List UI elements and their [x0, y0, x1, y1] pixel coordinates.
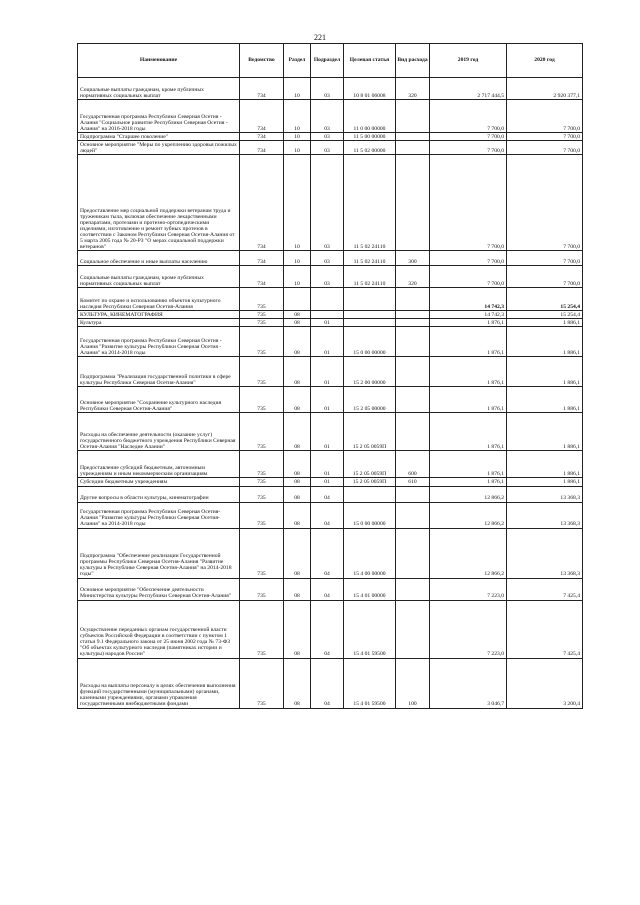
row-name: Государственная программа Республики Северная Осетия-Алания "Развитие культуры Республики Северная Осетия-Алания" на 2014-2018 годы	[78, 502, 240, 528]
row-amount-2019: 12 866,2	[430, 486, 507, 502]
row-expense-type	[396, 502, 430, 528]
row-section: 10	[284, 133, 311, 141]
row-subsection: 04	[311, 502, 344, 528]
row-amount-2020: 2 920 377,1	[507, 78, 583, 100]
row-target-item: 15 2 05 0059П	[344, 413, 396, 451]
row-name: Социальные выплаты гражданам, кроме публичных нормативных социальных выплат	[78, 78, 240, 100]
row-department: 734	[240, 251, 284, 266]
row-name: Другие вопросы в области культуры, кинематографии	[78, 486, 240, 502]
row-target-item: 15 2 05 0059П	[344, 451, 396, 478]
header-expense-type: Вид расхода	[396, 44, 430, 78]
row-target-item: 15 2 00 00000	[344, 357, 396, 387]
row-department: 735	[240, 387, 284, 413]
row-section: 08	[284, 387, 311, 413]
row-subsection: 03	[311, 141, 344, 155]
row-expense-type	[396, 486, 430, 502]
table-row	[78, 578, 583, 600]
row-subsection: 03	[311, 251, 344, 266]
row-section: 08	[284, 502, 311, 528]
row-name: Предоставление субсидий бюджетным, автономным учреждениям и иным некоммерческим организациям	[78, 451, 240, 478]
row-name: Расходы на выплаты персоналу в целях обеспечения выполнения функций государственными (муниципальными) органами, казенными учреждениями, органами управления государственными внебюджетными фондами	[78, 658, 240, 708]
row-target-item: 11 5 02 00000	[344, 141, 396, 155]
row-expense-type	[396, 155, 430, 251]
row-amount-2019: 7 700,0	[430, 266, 507, 288]
row-section: 10	[284, 78, 311, 100]
row-department: 735	[240, 327, 284, 357]
row-name: Социальное обеспечение и иные выплаты населению	[78, 251, 240, 266]
row-amount-2020: 7 700,0	[507, 100, 583, 133]
row-expense-type	[396, 141, 430, 155]
row-subsection: 03	[311, 78, 344, 100]
row-section: 08	[284, 528, 311, 578]
row-amount-2019: 7 700,0	[430, 155, 507, 251]
row-amount-2019: 14 742,3	[430, 288, 507, 311]
table-row	[78, 357, 583, 387]
table-row	[78, 251, 583, 266]
table-row	[78, 100, 583, 133]
row-subsection: 01	[311, 327, 344, 357]
row-amount-2019: 1 876,1	[430, 319, 507, 327]
row-subsection: 03	[311, 133, 344, 141]
table-row	[78, 451, 583, 478]
row-name: Основное мероприятие "Сохранение культурного наследия Республики Северная Осетия-Алания"	[78, 387, 240, 413]
row-name: Подпрограмма "Старшее поколение"	[78, 133, 240, 141]
row-expense-type	[396, 387, 430, 413]
row-target-item: 15 4 01 59500	[344, 600, 396, 658]
row-department: 735	[240, 311, 284, 319]
row-subsection: 01	[311, 451, 344, 478]
row-subsection: 03	[311, 100, 344, 133]
row-subsection: 01	[311, 478, 344, 486]
row-expense-type: 610	[396, 478, 430, 486]
row-expense-type	[396, 357, 430, 387]
table-row	[78, 502, 583, 528]
row-expense-type: 300	[396, 251, 430, 266]
header-2020: 2020 год	[507, 44, 583, 78]
row-amount-2019: 7 700,0	[430, 100, 507, 133]
row-department: 735	[240, 578, 284, 600]
row-department: 735	[240, 319, 284, 327]
row-name: Основное мероприятие "Меры по укреплению здоровья пожилых людей"	[78, 141, 240, 155]
row-section: 08	[284, 413, 311, 451]
row-target-item: 15 4 01 00000	[344, 578, 396, 600]
row-department: 734	[240, 133, 284, 141]
row-section	[284, 288, 311, 311]
row-expense-type	[396, 288, 430, 311]
row-target-item: 15 2 05 00000	[344, 387, 396, 413]
table-row	[78, 478, 583, 486]
row-target-item	[344, 319, 396, 327]
row-section: 08	[284, 486, 311, 502]
row-name: Основное мероприятие "Обеспечение деятельности Министерства культуры Республики Северная Осетия-Алания"	[78, 578, 240, 600]
table-row	[78, 266, 583, 288]
row-department: 735	[240, 528, 284, 578]
row-section: 08	[284, 578, 311, 600]
table-row	[78, 387, 583, 413]
row-amount-2020: 13 368,3	[507, 528, 583, 578]
header-name: Наименование	[78, 44, 240, 78]
row-target-item: 11 5 02 24110	[344, 266, 396, 288]
row-subsection: 04	[311, 528, 344, 578]
row-amount-2020: 7 700,0	[507, 155, 583, 251]
row-expense-type	[396, 578, 430, 600]
row-section: 08	[284, 311, 311, 319]
row-department: 735	[240, 486, 284, 502]
row-subsection: 04	[311, 486, 344, 502]
row-department: 734	[240, 100, 284, 133]
row-section: 08	[284, 327, 311, 357]
row-name: Государственная программа Республики Северная Осетия - Алания "Социальное развитие Республики Северная Осетия - Алания" на 2016-2018 годы	[78, 100, 240, 133]
row-target-item: 11 5 00 00000	[344, 133, 396, 141]
table-row	[78, 486, 583, 502]
row-amount-2019: 1 876,1	[430, 478, 507, 486]
row-department: 735	[240, 413, 284, 451]
row-name: КУЛЬТУРА, КИНЕМАТОГРАФИЯ	[78, 311, 240, 319]
row-amount-2020: 1 886,1	[507, 413, 583, 451]
row-expense-type	[396, 327, 430, 357]
row-department: 735	[240, 658, 284, 708]
row-amount-2020: 7 425,4	[507, 600, 583, 658]
table-row	[78, 288, 583, 311]
row-subsection: 04	[311, 578, 344, 600]
row-target-item	[344, 311, 396, 319]
row-subsection: 04	[311, 658, 344, 708]
table-row	[78, 78, 583, 100]
row-target-item: 11 5 02 24110	[344, 251, 396, 266]
header-2019: 2019 год	[430, 44, 507, 78]
row-name: Социальные выплаты гражданам, кроме публичных нормативных социальных выплат	[78, 266, 240, 288]
table-row	[78, 600, 583, 658]
row-amount-2020: 13 368,3	[507, 486, 583, 502]
row-expense-type	[396, 311, 430, 319]
row-expense-type	[396, 600, 430, 658]
row-target-item: 15 4 01 59500	[344, 658, 396, 708]
row-target-item: 11 5 02 24110	[344, 155, 396, 251]
row-amount-2020: 3 200,4	[507, 658, 583, 708]
row-amount-2020: 13 368,3	[507, 502, 583, 528]
row-amount-2019: 1 876,1	[430, 327, 507, 357]
row-target-item: 15 2 05 0059П	[344, 478, 396, 486]
row-amount-2020: 7 700,0	[507, 141, 583, 155]
row-section: 08	[284, 451, 311, 478]
row-subsection	[311, 288, 344, 311]
row-amount-2019: 3 046,7	[430, 658, 507, 708]
row-target-item: 11 0 00 00000	[344, 100, 396, 133]
row-name: Субсидии бюджетным учреждениям	[78, 478, 240, 486]
row-name: Подпрограмма "Реализация государственной политики в сфере культуры Республики Северная Осетия-Алания"	[78, 357, 240, 387]
row-department: 734	[240, 266, 284, 288]
table-body	[78, 78, 583, 709]
row-amount-2019: 1 876,1	[430, 357, 507, 387]
row-section: 08	[284, 357, 311, 387]
row-amount-2020: 1 886,1	[507, 451, 583, 478]
row-amount-2019: 12 866,2	[430, 528, 507, 578]
row-department: 734	[240, 78, 284, 100]
row-section: 08	[284, 319, 311, 327]
row-section: 10	[284, 251, 311, 266]
header-section: Раздел	[284, 44, 311, 78]
row-name: Подпрограмма "Обеспечение реализации Государственной программы Республики Северная Осетия-Алания "Развитие культуры в Республике Северная Осетия-Алания" на 2014-2018 годы"	[78, 528, 240, 578]
row-subsection: 01	[311, 319, 344, 327]
row-expense-type	[396, 133, 430, 141]
row-department: 735	[240, 600, 284, 658]
row-amount-2019: 1 876,1	[430, 451, 507, 478]
row-amount-2020: 1 886,1	[507, 387, 583, 413]
table-row	[78, 413, 583, 451]
row-amount-2020: 7 425,4	[507, 578, 583, 600]
header-target-item: Целевая статья	[344, 44, 396, 78]
row-target-item: 15 4 00 00000	[344, 528, 396, 578]
row-department: 735	[240, 502, 284, 528]
row-section: 10	[284, 100, 311, 133]
table-row	[78, 311, 583, 319]
row-target-item: 10 8 01 06008	[344, 78, 396, 100]
table-row	[78, 528, 583, 578]
row-subsection	[311, 311, 344, 319]
row-name: Осуществление переданных органам государственной власти субъектов Российской Федерации в соответствии с пунктом 1 статьи 9.1 Федерального закона от 25 июня 2002 года № 73-ФЗ "Об объектах культурного наследия (памятниках истории и культуры) народов России"	[78, 600, 240, 658]
row-amount-2020: 7 700,0	[507, 251, 583, 266]
row-amount-2020: 15 254,4	[507, 288, 583, 311]
row-name: Государственная программа Республики Северная Осетия - Алания "Развитие культуры Республики Северная Осетия - Алания" на 2014-2018 годы	[78, 327, 240, 357]
budget-table	[77, 43, 583, 709]
table-row	[78, 658, 583, 708]
row-name: Предоставление мер социальной поддержки ветеранам труда и труженикам тыла, включая обеспечение лекарственными препаратами, протезами и протезно-ортопедическими изделиями, изготовление и ремонт зубных протезов в соответствии с Законом Республики Северная Осетия-Алания от 5 марта 2005 года № 20-РЗ "О мерах социальной поддержки ветеранов"	[78, 155, 240, 251]
row-subsection: 03	[311, 266, 344, 288]
row-amount-2020: 7 700,0	[507, 133, 583, 141]
table-row	[78, 133, 583, 141]
row-section: 08	[284, 658, 311, 708]
row-section: 10	[284, 266, 311, 288]
row-target-item	[344, 486, 396, 502]
page-number: 221	[314, 33, 326, 42]
row-amount-2019: 7 223,0	[430, 600, 507, 658]
row-expense-type	[396, 528, 430, 578]
row-subsection: 04	[311, 600, 344, 658]
row-department: 734	[240, 155, 284, 251]
row-amount-2019: 7 223,0	[430, 578, 507, 600]
row-amount-2020: 1 886,1	[507, 478, 583, 486]
row-amount-2019: 1 876,1	[430, 387, 507, 413]
row-name: Комитет по охране и использованию объектов культурного наследия Республики Северная Осетия-Алания	[78, 288, 240, 311]
row-amount-2019: 7 700,0	[430, 133, 507, 141]
row-section: 10	[284, 141, 311, 155]
row-expense-type	[396, 413, 430, 451]
row-department: 735	[240, 478, 284, 486]
row-target-item: 15 0 00 00000	[344, 502, 396, 528]
row-expense-type	[396, 100, 430, 133]
row-department: 735	[240, 357, 284, 387]
row-department: 735	[240, 288, 284, 311]
row-department: 734	[240, 141, 284, 155]
row-amount-2019: 14 742,3	[430, 311, 507, 319]
row-amount-2019: 7 700,0	[430, 141, 507, 155]
row-section: 08	[284, 478, 311, 486]
table-row	[78, 155, 583, 251]
row-target-item	[344, 288, 396, 311]
row-department: 735	[240, 451, 284, 478]
row-expense-type: 320	[396, 78, 430, 100]
row-expense-type: 100	[396, 658, 430, 708]
row-amount-2019: 12 866,2	[430, 502, 507, 528]
row-subsection: 03	[311, 155, 344, 251]
row-name: Культура	[78, 319, 240, 327]
row-expense-type: 320	[396, 266, 430, 288]
row-subsection: 01	[311, 357, 344, 387]
row-subsection: 01	[311, 413, 344, 451]
row-amount-2019: 2 717 444,5	[430, 78, 507, 100]
row-target-item: 15 0 00 00000	[344, 327, 396, 357]
row-amount-2019: 1 876,1	[430, 413, 507, 451]
header-department: Ведомство	[240, 44, 284, 78]
header-subsection: Подраздел	[311, 44, 344, 78]
row-amount-2020: 7 700,0	[507, 266, 583, 288]
row-section: 08	[284, 600, 311, 658]
table-row	[78, 141, 583, 155]
row-section: 10	[284, 155, 311, 251]
row-amount-2020: 1 886,1	[507, 357, 583, 387]
row-expense-type	[396, 319, 430, 327]
row-amount-2020: 1 886,1	[507, 319, 583, 327]
row-amount-2020: 15 254,4	[507, 311, 583, 319]
row-expense-type: 600	[396, 451, 430, 478]
row-name: Расходы на обеспечение деятельности (оказание услуг) государственного бюджетного учреждения Республики Северная Осетия-Алания "Наследие Алании"	[78, 413, 240, 451]
table-header-row	[78, 44, 583, 78]
row-amount-2020: 1 886,1	[507, 327, 583, 357]
table-row	[78, 319, 583, 327]
row-subsection: 01	[311, 387, 344, 413]
row-amount-2019: 7 700,0	[430, 251, 507, 266]
table-row	[78, 327, 583, 357]
